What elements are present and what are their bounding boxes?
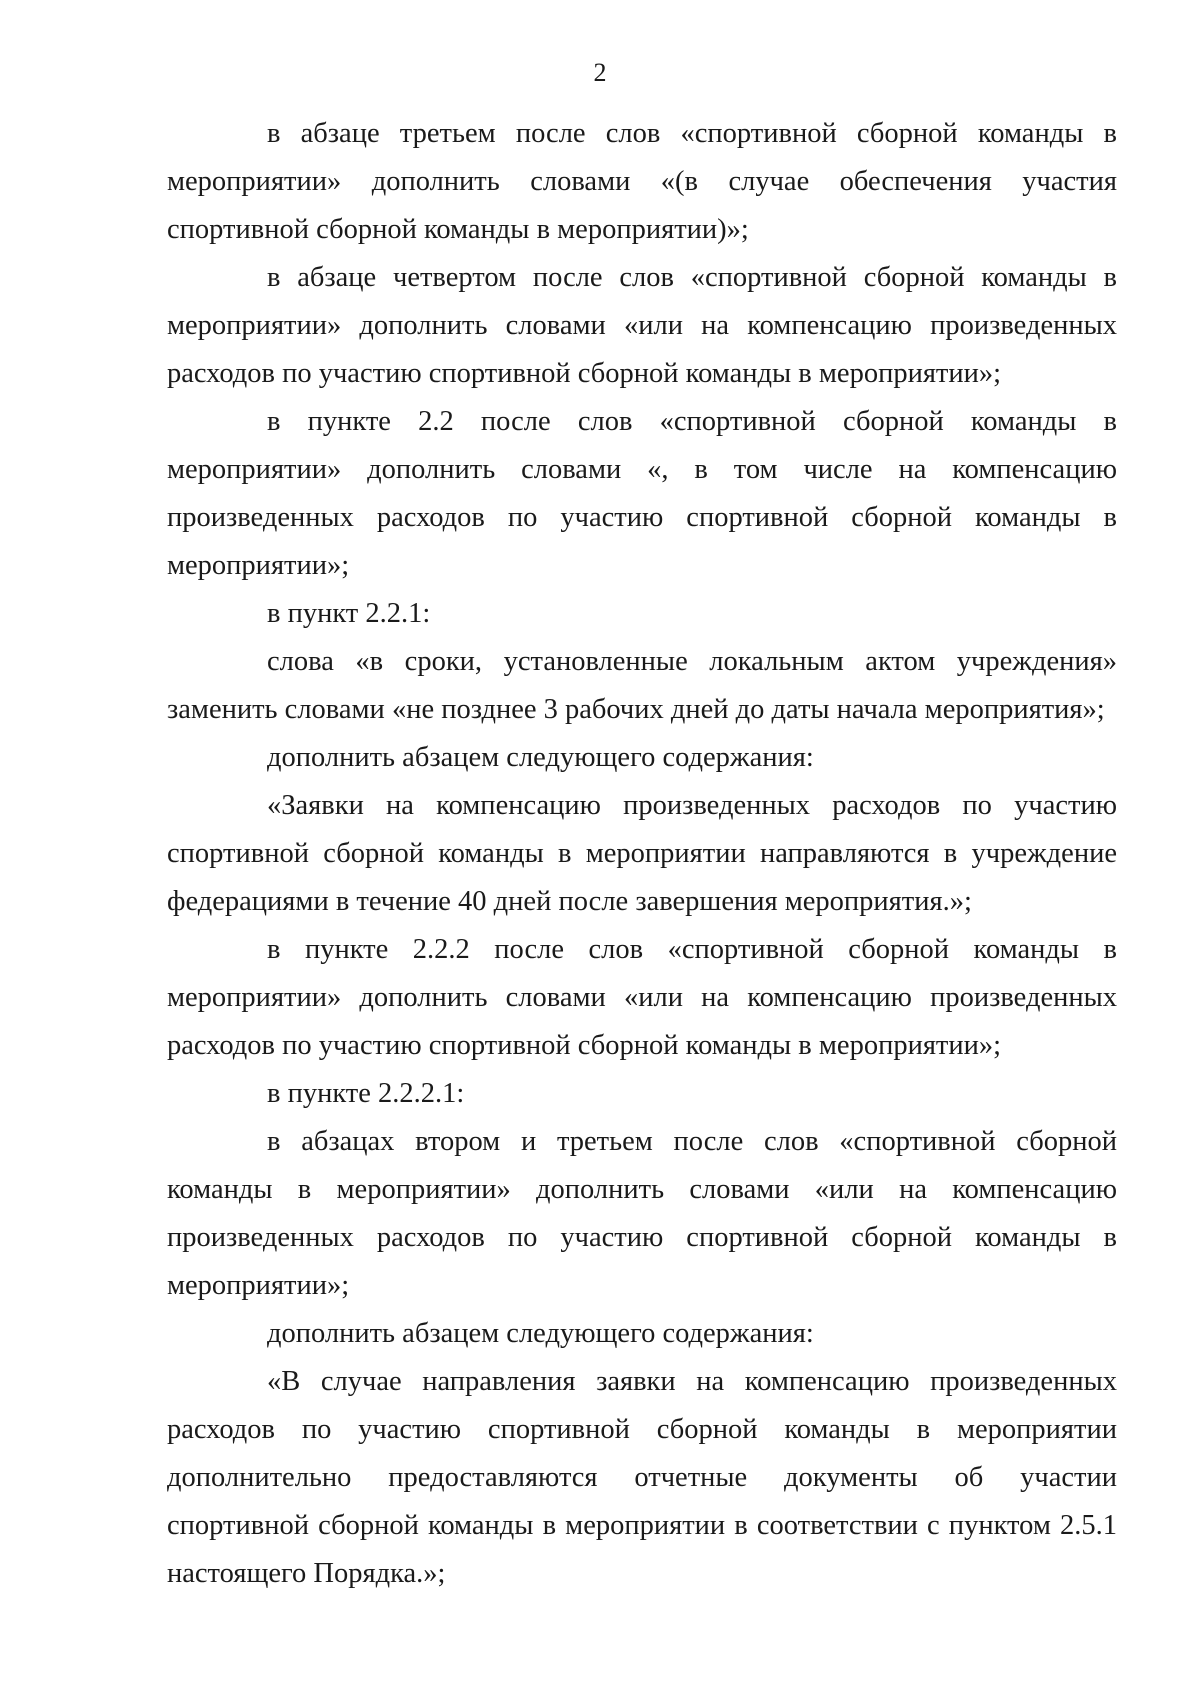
paragraph: «В случае направления заявки на компенсацию произведенных расходов по участию спортивной сборной команды в мероприятии дополнительно предоставляются отчетные документы об участии спортивной сборной команды в мероприятии в соответствии с пунктом 2.5.1 настоящего Порядка.»; <box>167 1366 1117 1589</box>
paragraph: в абзацах втором и третьем после слов «спортивной сборной команды в мероприятии» дополнить словами «или на компенсацию произведенных расходов по участию спортивной сборной команды в мероприятии»; <box>167 1126 1117 1301</box>
paragraph: в пункте 2.2.2.1: <box>267 1078 465 1109</box>
page-number: 2 <box>593 58 607 87</box>
paragraph: в абзаце третьем после слов «спортивной сборной команды в мероприятии» дополнить словами «(в случае обеспечения участия спортивной сборной команды в мероприятии)»; <box>167 118 1117 245</box>
paragraph: слова «в сроки, установленные локальным актом учреждения» заменить словами «не позднее 3 рабочих дней до даты начала мероприятия»; <box>167 646 1117 725</box>
paragraph: в пункт 2.2.1: <box>267 598 431 629</box>
paragraph: в абзаце четвертом после слов «спортивной сборной команды в мероприятии» дополнить словами «или на компенсацию произведенных расходов по участию спортивной сборной команды в мероприятии»; <box>167 262 1117 389</box>
paragraph: «Заявки на компенсацию произведенных расходов по участию спортивной сборной команды в мероприятии направляются в учреждение федерациями в течение 40 дней после завершения мероприятия.»; <box>167 790 1117 917</box>
paragraph: дополнить абзацем следующего содержания: <box>267 1318 814 1349</box>
paragraph: в пункте 2.2.2 после слов «спортивной сборной команды в мероприятии» дополнить словами «или на компенсацию произведенных расходов по участию спортивной сборной команды в мероприятии»; <box>167 934 1117 1061</box>
document-body <box>167 110 1117 1598</box>
paragraph: в пункте 2.2 после слов «спортивной сборной команды в мероприятии» дополнить словами «, в том числе на компенсацию произведенных расходов по участию спортивной сборной команды в мероприятии»; <box>167 406 1117 581</box>
paragraph: дополнить абзацем следующего содержания: <box>267 742 814 773</box>
